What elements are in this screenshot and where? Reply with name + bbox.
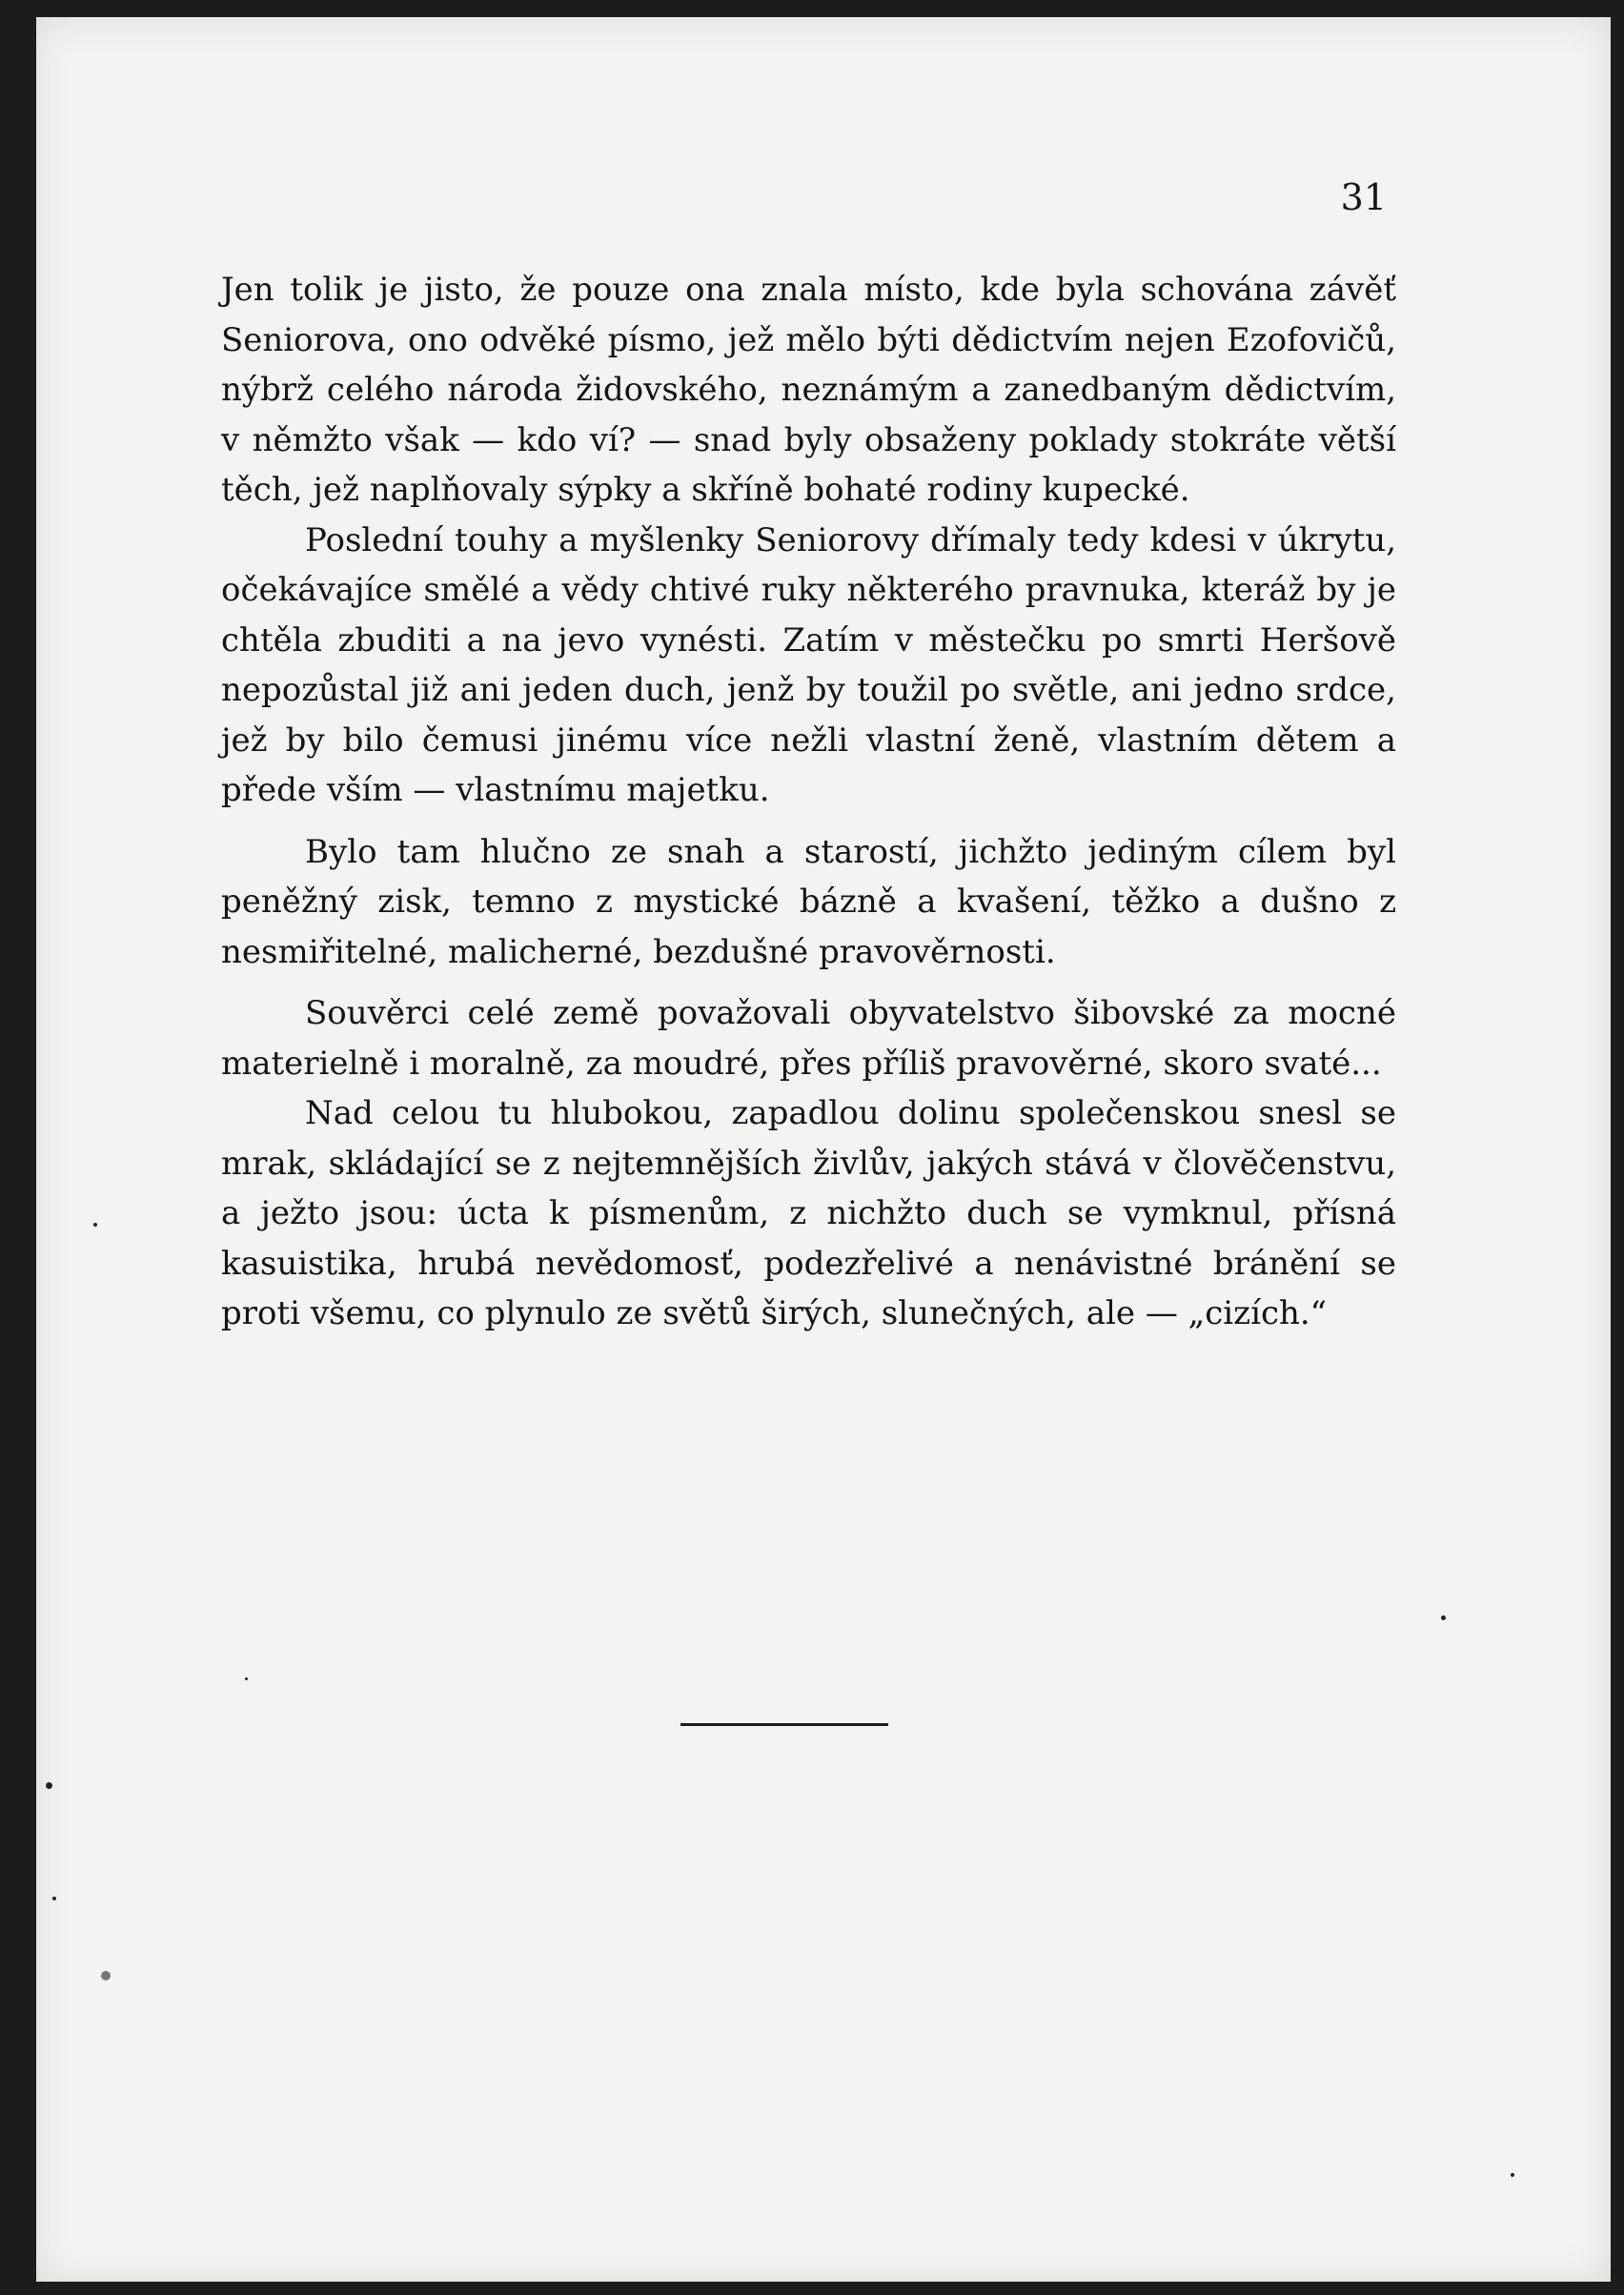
paragraph-4: Souvěrci celé země považovali obyvatelstvo šibovské za mocné materielně i moralně, za moudré, přes příliš pravověrné, skoro svaté... (221, 994, 1396, 1083)
paragraph-3: Bylo tam hlučno ze snah a starostí, jichžto jediným cílem byl peněžný zisk, temno z mystické bázně a kvašení, těžko a dušno z nesmiřitelné, malicherné, bezdušné pravověrnosti. (221, 832, 1396, 971)
scan-speck (93, 1223, 97, 1227)
paragraph-2: Poslední touhy a myšlenky Seniorovy dřímaly tedy kdesi v úkrytu, očekávajíce smělé a vědy chtivé ruky některého pravnuka, kteráž by je chtěla zbuditi a na jevo vynésti. Zatím v městečku po smrti Heršově nepozůstal již ani jeden duch, jenž by toužil po světle, ani jedno srdce, jež by bilo čemusi jinému více nežli vlastní ženě, vlastním dětem a přede vším — vlastnímu majetku. (221, 520, 1396, 809)
paragraph-1: Jen tolik je jisto, že pouze ona znala místo, kde byla schována závěť Seniorova, ono odvěké písmo, jež mělo býti dědictvím nejen Ezofovičů, nýbrž celého národa židovského, neznámým a zanedbaným dědictvím, v němžto však — kdo ví? — snad byly obsaženy poklady stokráte větší těch, jež naplňovaly sýpky a skříně bohaté rodiny kupecké. (221, 271, 1396, 509)
scan-speck (52, 1897, 56, 1900)
page-number: 31 (1340, 176, 1387, 218)
scan-speck (1441, 1615, 1446, 1620)
paragraph-5: Nad celou tu hlubokou, zapadlou dolinu společenskou snesl se mrak, skládající se z nejtemnějších živlův, jakých stává v človĕčenstvu, a ježto jsou: úcta k písmenům, z nichžto duch se vymknul, přísná kasuistika, hrubá nevědomosť, podezřelivé a nenávistné bránění se proti všemu, co plynulo ze světů širých, slunečných, ale — „cizích.“ (221, 1094, 1396, 1332)
body-text (221, 265, 1396, 1339)
scan-speck (101, 1971, 111, 1980)
end-divider (680, 1723, 888, 1726)
scan-speck (46, 1782, 52, 1789)
scan-speck (1511, 2173, 1514, 2177)
scan-speck (245, 1677, 248, 1680)
